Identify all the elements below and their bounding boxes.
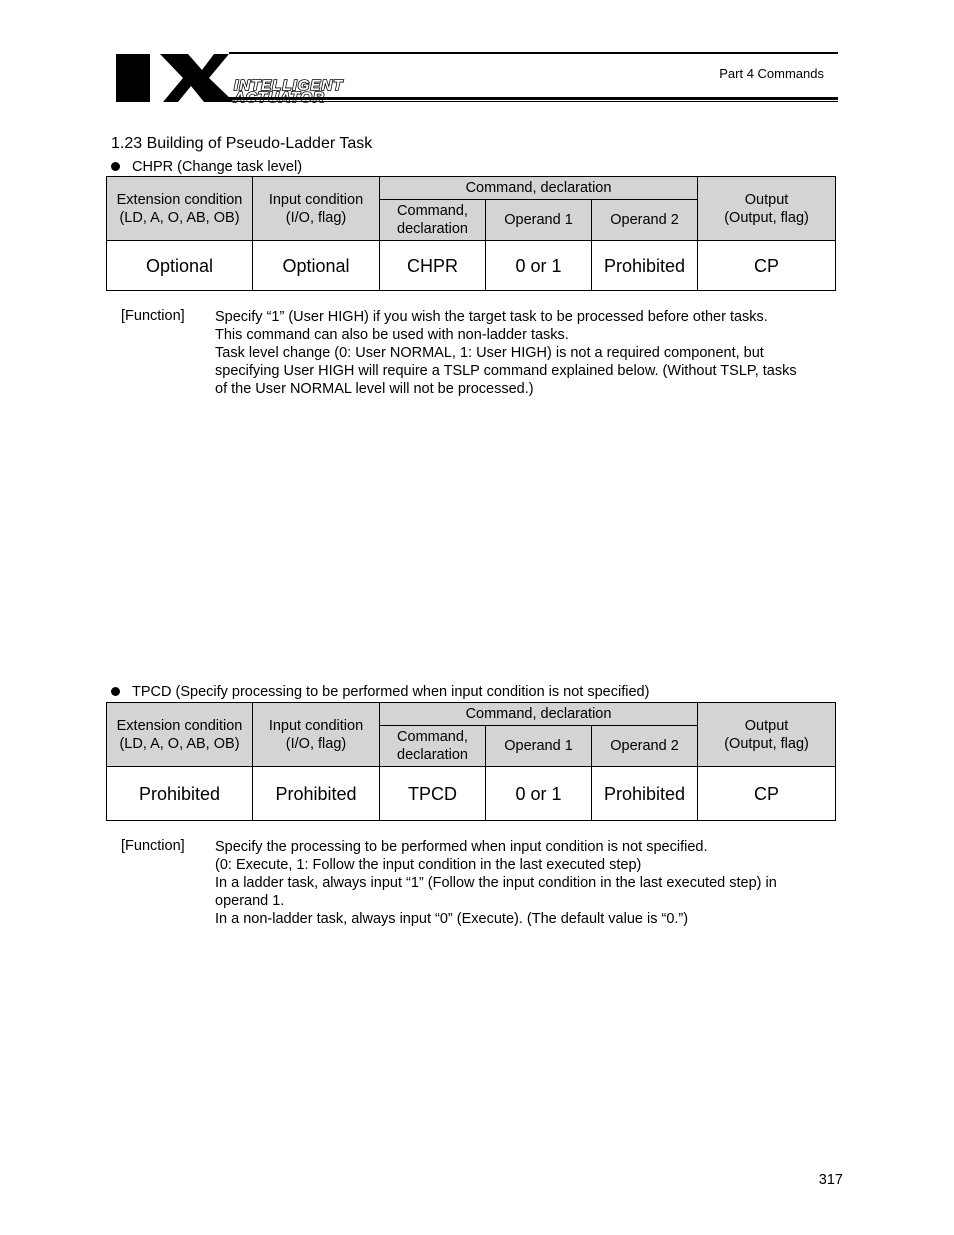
- function-line: operand 1.: [215, 893, 285, 909]
- header-input-condition: Input condition (I/O, flag): [253, 177, 380, 241]
- bullet-tpcd-text: TPCD (Specify processing to be performed when input condition is not specified): [132, 684, 650, 700]
- function-text-chpr: [215, 308, 847, 398]
- function-line: This command can also be used with non-ladder tasks.: [215, 327, 569, 343]
- cell-command: CHPR: [380, 241, 486, 291]
- cell-operand-2: Prohibited: [592, 241, 698, 291]
- cell-extension-condition: Optional: [107, 241, 253, 291]
- header-input-condition: Input condition (I/O, flag): [253, 703, 380, 767]
- cell-command: TPCD: [380, 767, 486, 821]
- header-command-group: Command, declaration: [380, 703, 698, 726]
- part-label: Part 4 Commands: [719, 66, 824, 81]
- header-extension-condition: Extension condition (LD, A, O, AB, OB): [107, 703, 253, 767]
- header-operand-1: Operand 1: [486, 200, 592, 241]
- function-line: Specify “1” (User HIGH) if you wish the target task to be processed before other tasks.: [215, 309, 768, 325]
- bullet-tpcd: [111, 684, 649, 700]
- header-command-group: Command, declaration: [380, 177, 698, 200]
- function-label-tpcd: [Function]: [121, 838, 185, 854]
- logo-text-line1: INTELLIGENT: [234, 77, 344, 94]
- function-line: (0: Execute, 1: Follow the input condition in the last executed step): [215, 857, 642, 873]
- header-rule-top: [229, 52, 838, 54]
- function-label-chpr: [Function]: [121, 308, 185, 324]
- header-command-declaration: Command, declaration: [380, 726, 486, 767]
- function-line: Specify the processing to be performed when input condition is not specified.: [215, 839, 708, 855]
- logo-x-mark: [160, 54, 234, 102]
- header-operand-1: Operand 1: [486, 726, 592, 767]
- section-heading: 1.23 Building of Pseudo-Ladder Task: [111, 135, 373, 152]
- cell-operand-1: 0 or 1: [486, 241, 592, 291]
- bullet-dot-icon: [111, 687, 120, 696]
- cell-operand-2: Prohibited: [592, 767, 698, 821]
- bullet-dot-icon: [111, 162, 120, 171]
- cell-output: CP: [698, 767, 836, 821]
- header-operand-2: Operand 2: [592, 726, 698, 767]
- cell-extension-condition: Prohibited: [107, 767, 253, 821]
- cell-input-condition: Prohibited: [253, 767, 380, 821]
- logo-i-bar: [116, 54, 150, 102]
- command-table-chpr: [106, 176, 836, 291]
- cell-input-condition: Optional: [253, 241, 380, 291]
- command-table-tpcd: [106, 702, 836, 821]
- function-line: of the User NORMAL level will not be processed.): [215, 381, 534, 397]
- header-output: Output (Output, flag): [698, 703, 836, 767]
- function-line: In a ladder task, always input “1” (Follow the input condition in the last executed step) in: [215, 875, 777, 891]
- header-output: Output (Output, flag): [698, 177, 836, 241]
- function-line: In a non-ladder task, always input “0” (Execute). (The default value is “0.”): [215, 911, 689, 927]
- page-number: 317: [818, 1172, 843, 1188]
- cell-output: CP: [698, 241, 836, 291]
- header-extension-condition: Extension condition (LD, A, O, AB, OB): [107, 177, 253, 241]
- header-rule-bottom-thin: [229, 101, 838, 102]
- header-rule-bottom: [229, 97, 838, 100]
- cell-operand-1: 0 or 1: [486, 767, 592, 821]
- bullet-chpr-text: CHPR (Change task level): [132, 159, 303, 175]
- function-line: specifying User HIGH will require a TSLP command explained below. (Without TSLP, tasks: [215, 363, 797, 379]
- function-text-tpcd: [215, 838, 847, 928]
- bullet-chpr: [111, 159, 302, 175]
- function-line: Task level change (0: User NORMAL, 1: User HIGH) is not a required component, but: [215, 345, 764, 361]
- header-command-declaration: Command, declaration: [380, 200, 486, 241]
- header-operand-2: Operand 2: [592, 200, 698, 241]
